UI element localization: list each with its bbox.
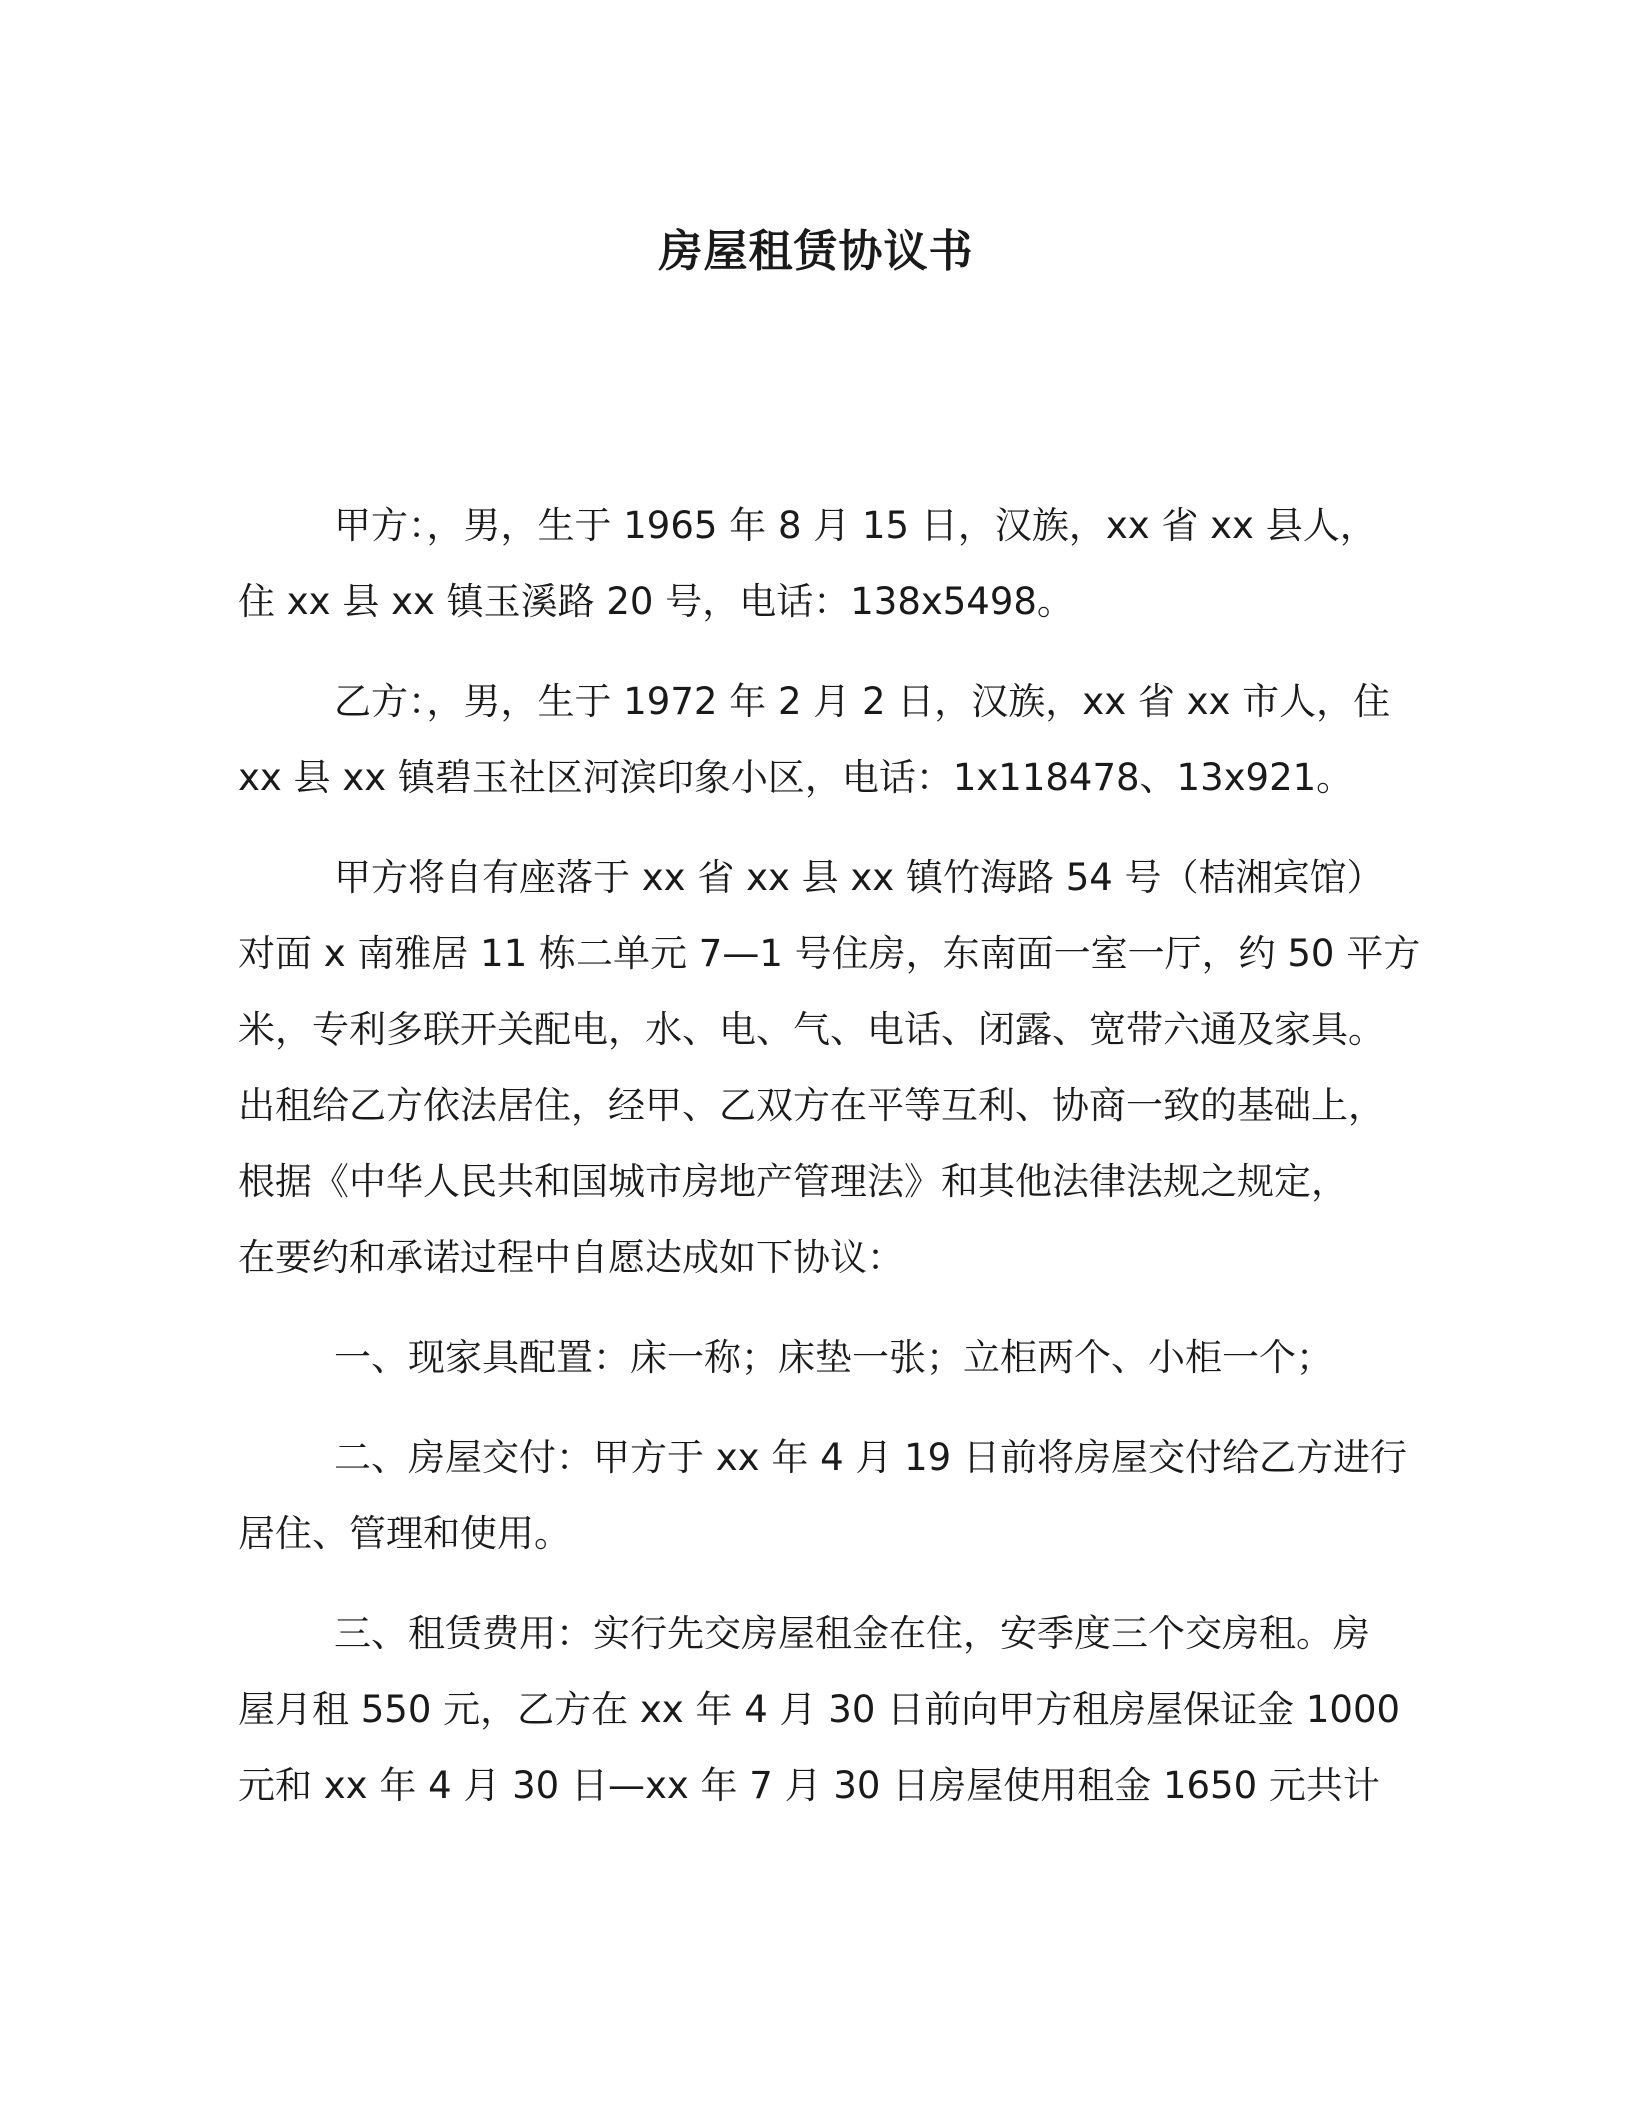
paragraph-line: 根据《中华人民共和国城市房地产管理法》和其他法律法规之规定， xyxy=(238,1160,1348,1203)
paragraph-line: 米，专利多联开关配电，水、电、气、电话、闭露、宽带六通及家具。 xyxy=(238,1008,1385,1051)
paragraph-line: xx 县 xx 镇碧玉社区河滨印象小区，电话：1x118478、13x921。 xyxy=(238,756,1354,799)
paragraph-line: 住 xx 县 xx 镇玉溪路 20 号，电话：138x5498。 xyxy=(238,580,1074,623)
paragraph-line: 一、现家具配置：床一称；床垫一张；立柜两个、小柜一个； xyxy=(334,1336,1333,1379)
paragraph-line: 二、房屋交付：甲方于 xx 年 4 月 19 日前将房屋交付给乙方进行 xyxy=(334,1436,1407,1479)
clause-furniture xyxy=(238,1320,1398,1396)
paragraph-line: 在要约和承诺过程中自愿达成如下协议： xyxy=(238,1236,904,1279)
paragraph-line: 乙方：，男，生于 1972 年 2 月 2 日，汉族，xx 省 xx 市人，住 xyxy=(334,680,1391,723)
paragraph-line: 居住、管理和使用。 xyxy=(238,1512,571,1555)
paragraph-line: 元和 xx 年 4 月 30 日—xx 年 7 月 30 日房屋使用租金 1650 元共计 xyxy=(238,1764,1380,1807)
document-title: 房屋租赁协议书 xyxy=(658,226,974,277)
paragraph-party-b xyxy=(238,664,1398,816)
paragraph-line: 甲方将自有座落于 xx 省 xx 县 xx 镇竹海路 54 号（桔湘宾馆） xyxy=(334,856,1384,899)
paragraph-party-a xyxy=(238,488,1398,640)
paragraph-line: 三、租赁费用：实行先交房屋租金在住，安季度三个交房租。房 xyxy=(334,1612,1370,1655)
paragraph-line: 屋月租 550 元，乙方在 xx 年 4 月 30 日前向甲方租房屋保证金 1000 xyxy=(238,1688,1401,1731)
paragraph-property-description xyxy=(238,840,1421,1296)
paragraph-line: 出租给乙方依法居住，经甲、乙双方在平等互利、协商一致的基础上， xyxy=(238,1084,1385,1127)
paragraph-line: 甲方：，男，生于 1965 年 8 月 15 日，汉族，xx 省 xx 县人， xyxy=(334,504,1377,547)
document-body xyxy=(238,488,1421,1852)
clause-handover xyxy=(238,1420,1407,1572)
clause-rent-fees xyxy=(238,1596,1401,1824)
paragraph-line: 对面 x 南雅居 11 栋二单元 7—1 号住房，东南面一室一厅，约 50 平方 xyxy=(238,932,1421,975)
